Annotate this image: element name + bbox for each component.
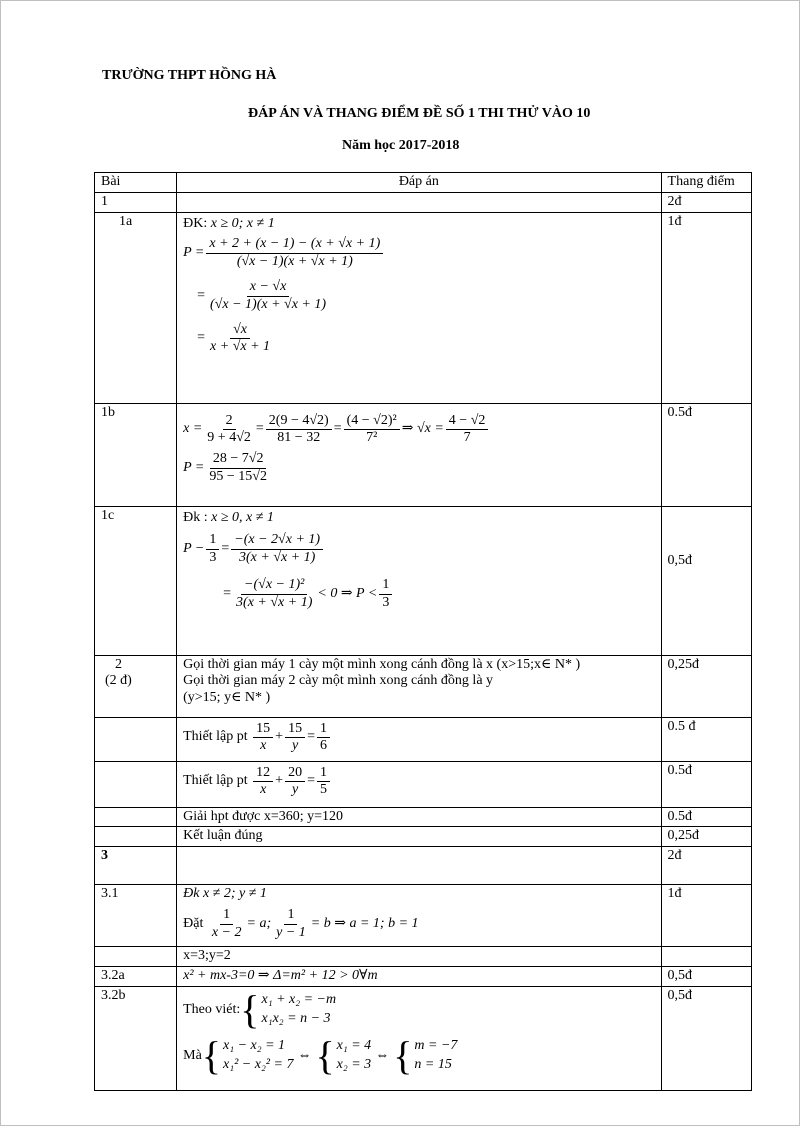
bai-cell [95, 947, 177, 967]
bai-cell: 3.2b [95, 986, 177, 1090]
score-cell: 0.5đ [661, 807, 751, 827]
table-row-3-1 [95, 885, 752, 947]
table-row-3-2b [95, 986, 752, 1090]
answer-cell: Theo viét: { x₁ + x₂ = −m x₁x₂ = n − 3 Mà { x₁ − x₂ = 1 x₁² − x₂² = 7 ⇔ { x₁ = 4 x₂ = 3 ⇔ { m = −7 n = 15 [177, 986, 661, 1090]
condition-label: ĐK: [183, 215, 208, 231]
table-header-row [95, 173, 752, 193]
fraction: $\frac{x + 2 + (x - 1) - (x + √x + 1)}{(√x - 1)(x + √x + 1)}$ [206, 236, 383, 271]
score-cell: 0,5đ [661, 966, 751, 986]
score-cell: 0,25đ [661, 655, 751, 717]
fraction: $\frac{1}{x - 2}$ [211, 906, 242, 940]
table-row-2b [95, 717, 752, 761]
table-row-2 [95, 655, 752, 717]
score-cell: 1đ [661, 885, 751, 947]
score-cell: 0,25đ [661, 827, 751, 847]
table-row-1c [95, 506, 752, 655]
fraction: $\frac{4 - √2}{7}$ [446, 413, 489, 448]
score-cell: 0,5đ [661, 986, 751, 1090]
answer-cell: Đk x ≠ 2; y ≠ 1 Đặt $\frac{1}{x - 2}$ = a; $\frac{1}{y - 1}$ = b ⇒ a = 1; b = 1 [177, 885, 661, 947]
answer-cell: x=3;y=2 [177, 947, 661, 967]
bai-cell: 3.2a [95, 966, 177, 986]
table-row-3 [95, 847, 752, 885]
fraction: $\frac{1}{6}$ [317, 721, 330, 756]
fraction: $\frac{15}{x}$ [253, 721, 273, 756]
fraction: $\frac{\text{−(√x − 1)²}}{3(x + √x + 1)}$ [236, 576, 313, 610]
bai-cell [95, 761, 177, 807]
header-thang-diem: Thang điểm [661, 173, 751, 193]
answer-cell: x² + mx-3=0 ⇒ Δ=m² + 12 > 0∀m [177, 966, 661, 986]
score-cell: 2đ [661, 847, 751, 885]
bai-cell: 3.1 [95, 885, 177, 947]
p-equals: P = [183, 245, 205, 261]
header-dap-an: Đáp án [177, 173, 661, 193]
brace-icon: { [240, 986, 260, 1032]
answer-cell: Thiết lập pt $\frac{15}{x}$ + $\frac{15}{y}$ = $\frac{1}{6}$ [177, 717, 661, 761]
table-row-1a [95, 212, 752, 403]
brace-icon: { [201, 1032, 221, 1078]
answer-cell [177, 192, 661, 212]
fraction: $\frac{√x}{x + √x + 1}$ [210, 321, 271, 355]
equation-system: { x₁ = 4 x₂ = 3 [315, 1032, 372, 1078]
score-cell: 1đ [661, 212, 751, 403]
table-row-2c [95, 761, 752, 807]
bai-cell: 1c [95, 506, 177, 655]
answer-cell: Thiết lập pt $\frac{12}{x}$ + $\frac{20}{y}$ = $\frac{1}{5}$ [177, 761, 661, 807]
equation-system: { x₁ + x₂ = −m x₁x₂ = n − 3 [240, 986, 337, 1032]
fraction: $\frac{20}{y}$ [285, 765, 305, 800]
score-cell [661, 947, 751, 967]
answer-cell: x = $\frac{2}{9 + 4√2}$ = $\frac{2(9 - 4√2)}{81 - 32}$ = $\frac{\text{(4 − √2)²}}{\text{7²}}$ ⇒ √x = $\frac{4 - √2}{7}$ P = $\frac{28 - 7√2}{95 - 15√2}$ [177, 403, 661, 506]
score-cell: 2đ [661, 192, 751, 212]
bai-cell [95, 827, 177, 847]
answer-table [94, 172, 752, 1091]
fraction: $\frac{2}{9 + 4√2}$ [207, 412, 251, 446]
fraction: $\frac{1}{3}$ [206, 532, 219, 567]
bai-cell: 1b [95, 403, 177, 506]
fraction: $\frac{\text{(4 − √2)²}}{\text{7²}}$ [344, 413, 400, 448]
condition: x ≥ 0; x ≠ 1 [210, 215, 275, 231]
equation-system: { m = −7 n = 15 [393, 1032, 458, 1078]
table-row-3-2a [95, 966, 752, 986]
bai-cell [95, 717, 177, 761]
fraction: $\frac{15}{y}$ [285, 721, 305, 756]
fraction: $\frac{x - √x}{(√x - 1)(x + √x + 1)}$ [210, 278, 327, 312]
score-cell: 0.5 đ [661, 717, 751, 761]
bai-cell: 1a [95, 212, 177, 403]
school-name: TRƯỜNG THPT HỒNG HÀ [102, 68, 277, 83]
brace-icon: { [315, 1032, 335, 1078]
table-row-1b [95, 403, 752, 506]
bai-cell: 2 (2 đ) [95, 655, 177, 717]
fraction: $\frac{2(9 - 4√2)}{81 - 32}$ [266, 413, 332, 448]
bai-cell [95, 807, 177, 827]
brace-icon: { [393, 1032, 413, 1078]
equals: = [197, 287, 206, 303]
fraction: $\frac{1}{5}$ [317, 765, 330, 800]
fraction: $\frac{12}{x}$ [253, 765, 273, 800]
table-row-2e [95, 827, 752, 847]
equals: = [197, 330, 206, 346]
answer-cell [177, 847, 661, 885]
answer-cell: Kết luận đúng [177, 827, 661, 847]
fraction: $\frac{-(x - 2√x + 1)}{3(x + √x + 1)}$ [231, 532, 323, 567]
table-row-3-1b [95, 947, 752, 967]
fraction: $\frac{28 - 7√2}{95 - 15√2}$ [209, 451, 267, 484]
equation-system: { x₁ − x₂ = 1 x₁² − x₂² = 7 [201, 1032, 294, 1078]
bai-cell: 3 [95, 847, 177, 885]
score-cell: 0,5đ [661, 506, 751, 655]
table-row-1 [95, 192, 752, 212]
score-cell: 0.5đ [661, 761, 751, 807]
answer-cell [177, 212, 661, 403]
bai-cell: 1 [95, 192, 177, 212]
fraction: $\frac{1}{3}$ [379, 577, 392, 612]
score-cell: 0.5đ [661, 403, 751, 506]
document-title: ĐÁP ÁN VÀ THANG ĐIỂM ĐỀ SỐ 1 THI THỬ VÀO 10 [248, 106, 591, 121]
table-row-2d [95, 807, 752, 827]
answer-cell: Gọi thời gian máy 1 cày một mình xong cánh đồng là x (x>15;x∈ N* ) Gọi thời gian máy 2 cày một mình xong cánh đồng là y (y>15; y∈ N* ) [177, 655, 661, 717]
school-year: Năm học 2017-2018 [342, 138, 460, 153]
fraction: $\frac{1}{y - 1}$ [276, 906, 306, 940]
answer-cell: Giải hpt được x=360; y=120 [177, 807, 661, 827]
header-bai: Bài [95, 173, 177, 193]
answer-cell: Đk : x ≥ 0, x ≠ 1 P − $\frac{1}{3}$ = $\frac{-(x - 2√x + 1)}{3(x + √x + 1)}$ = $\frac{\text{−(√x − 1)²}}{3(x + √x + 1)}$ < 0 ⇒ P < $\frac{1}{3}$ [177, 506, 661, 655]
